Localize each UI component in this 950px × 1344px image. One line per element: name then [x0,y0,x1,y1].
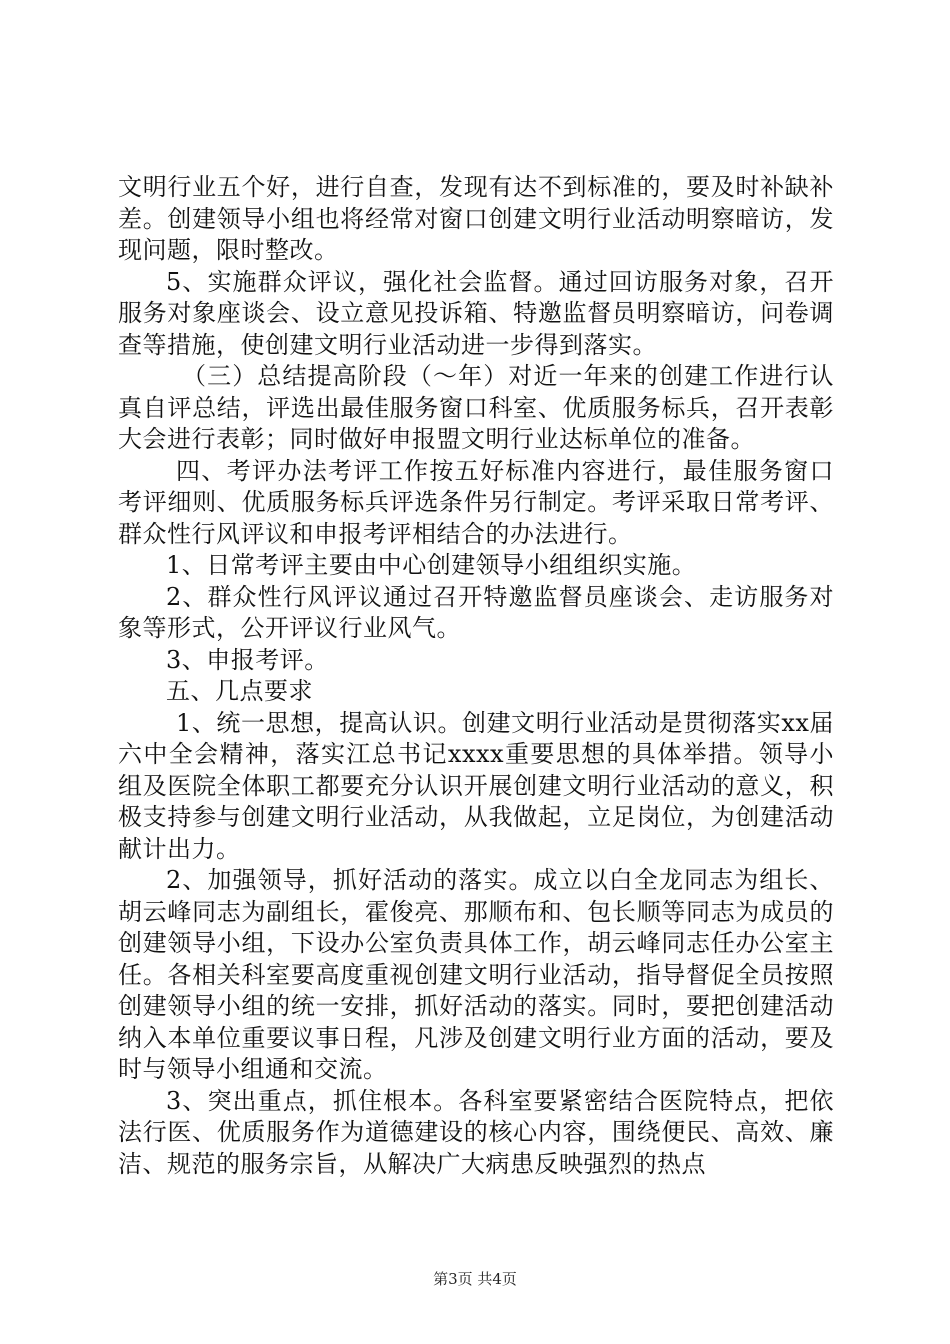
paragraph-item-5: 5、实施群众评议，强化社会监督。通过回访服务对象，召开服务对象座谈会、设立意见投诉箱、特邀监督员明察暗访，问卷调查等措施，使创建文明行业活动进一步得到落实。 [118,267,834,359]
paragraph-requirement-3: 3、突出重点，抓住根本。各科室要紧密结合医院特点，把依法行医、优质服务作为道德建设的核心内容，围绕便民、高效、廉洁、规范的服务宗旨，从解决广大病患反映强烈的热点 [118,1086,834,1178]
paragraph-requirement-1: 1、统一思想，提高认识。创建文明行业活动是贯彻落实xx届六中全会精神，落实江总书记xxxx重要思想的具体举措。领导小组及医院全体职工都要充分认识开展创建文明行业活动的意义，积极支持参与创建文明行业活动，从我做起，立足岗位，为创建活动献计出力。 [118,708,834,863]
page-number-footer: 第3页 共4页 [433,1270,517,1288]
paragraph-requirement-2: 2、加强领导，抓好活动的落实。成立以白全龙同志为组长、胡云峰同志为副组长，霍俊亮、那顺布和、包长顺等同志为成员的创建领导小组，下设办公室负责具体工作，胡云峰同志任办公室主任。各相关科室要高度重视创建文明行业活动，指导督促全员按照创建领导小组的统一安排，抓好活动的落实。同时，要把创建活动纳入本单位重要议事日程，凡涉及创建文明行业方面的活动，要及时与领导小组通和交流。 [118,866,834,1083]
paragraph-eval-2: 2、群众性行风评议通过召开特邀监督员座谈会、走访服务对象等形式，公开评议行业风气。 [118,582,834,642]
paragraph-section-4: 四、考评办法考评工作按五好标准内容进行，最佳服务窗口考评细则、优质服务标兵评选条件另行制定。考评采取日常考评、群众性行风评议和申报考评相结合的办法进行。 [118,456,834,548]
paragraph-section-5-heading: 五、几点要求 [166,677,313,705]
paragraph-stage-3: （三）总结提高阶段（～年）对近一年来的创建工作进行认真自评总结，评选出最佳服务窗口科室、优质服务标兵，召开表彰大会进行表彰；同时做好申报盟文明行业达标单位的准备。 [118,362,834,453]
document-body [118,172,834,1180]
paragraph-eval-3: 3、申报考评。 [166,645,329,674]
paragraph-eval-1: 1、日常考评主要由中心创建领导小组组织实施。 [166,551,697,579]
paragraph-continuation: 文明行业五个好，进行自查，发现有达不到标准的，要及时补缺补差。创建领导小组也将经常对窗口创建文明行业活动明察暗访，发现问题，限时整改。 [118,173,834,264]
